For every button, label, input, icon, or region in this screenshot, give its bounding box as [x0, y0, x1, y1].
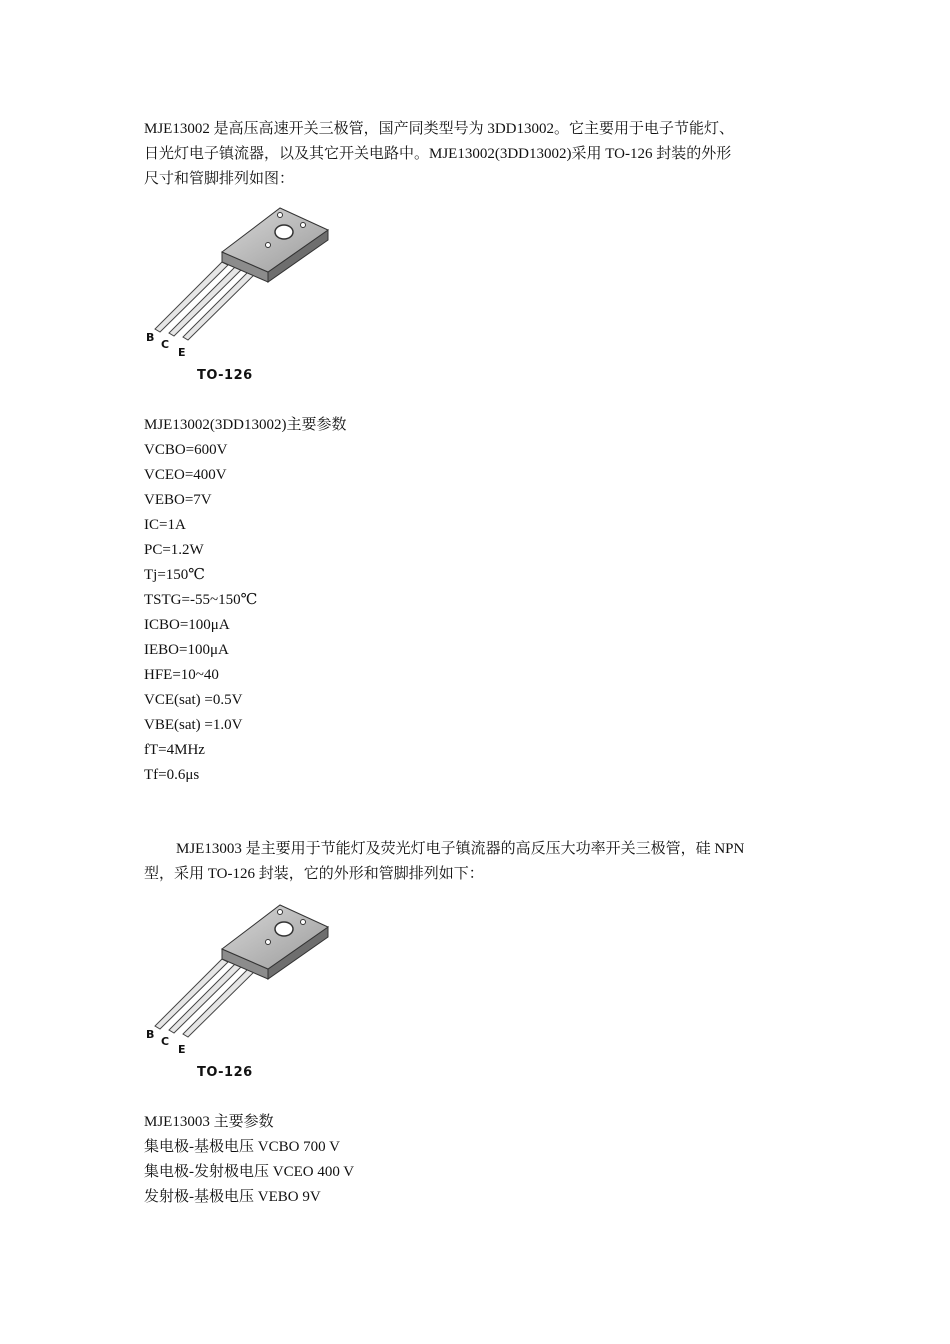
param-item: VCBO=600V: [144, 442, 228, 458]
package-label: TO-126: [197, 368, 253, 383]
params-list-1: [144, 413, 347, 788]
to126-figure-2: [140, 897, 340, 1087]
params-1-heading: MJE13002(3DD13002)主要参数: [144, 417, 347, 433]
pin-e-label: E: [178, 1043, 186, 1056]
package-label: TO-126: [197, 1065, 253, 1080]
to126-package-image: [140, 200, 340, 360]
params-2-heading: MJE13003 主要参数: [144, 1114, 274, 1130]
param-item: Tf=0.6μs: [144, 767, 200, 783]
pin-c-label: C: [161, 1035, 170, 1048]
pin-e-label: E: [178, 346, 186, 359]
pin-c-label: C: [161, 338, 170, 351]
pin-b-label: B: [146, 331, 155, 344]
pin-b-label: B: [146, 1028, 155, 1041]
intro-1-line-3: 尺寸和管脚排列如图：: [144, 171, 295, 187]
param-item: HFE=10~40: [144, 667, 219, 683]
param-item: IEBO=100μA: [144, 642, 229, 658]
intro-paragraph-2: [144, 837, 812, 887]
intro-paragraph-1: [144, 117, 812, 192]
param-item: TSTG=-55~150℃: [144, 592, 258, 608]
to126-figure-1: [140, 200, 340, 390]
param-item: VCE(sat) =0.5V: [144, 692, 243, 708]
intro-1-line-2: 日光灯电子镇流器，以及其它开关电路中。MJE13002(3DD13002)采用 TO-126 封装的外形: [144, 146, 732, 162]
params-list-2: [144, 1110, 354, 1210]
param-item: Tj=150℃: [144, 567, 206, 583]
intro-2-line-1: MJE13003 是主要用于节能灯及荧光灯电子镇流器的高反压大功率开关三极管，硅 NPN: [176, 841, 745, 857]
intro-2-line-2: 型，采用 TO-126 封装，它的外形和管脚排列如下：: [144, 866, 484, 882]
param-item: VBE(sat) =1.0V: [144, 717, 243, 733]
param-item: ICBO=100μA: [144, 617, 230, 633]
to126-package-image: [140, 897, 340, 1057]
param-item: 集电极-发射极电压 VCEO 400 V: [144, 1164, 355, 1180]
param-item: PC=1.2W: [144, 542, 204, 558]
param-item: IC=1A: [144, 517, 186, 533]
param-item: 发射极-基极电压 VEBO 9V: [144, 1189, 321, 1205]
param-item: fT=4MHz: [144, 742, 205, 758]
param-item: VCEO=400V: [144, 467, 227, 483]
param-item: VEBO=7V: [144, 492, 212, 508]
param-item: 集电极-基极电压 VCBO 700 V: [144, 1139, 340, 1155]
intro-1-line-1: MJE13002 是高压高速开关三极管，国产同类型号为 3DD13002。它主要用于电子节能灯、: [144, 121, 735, 137]
